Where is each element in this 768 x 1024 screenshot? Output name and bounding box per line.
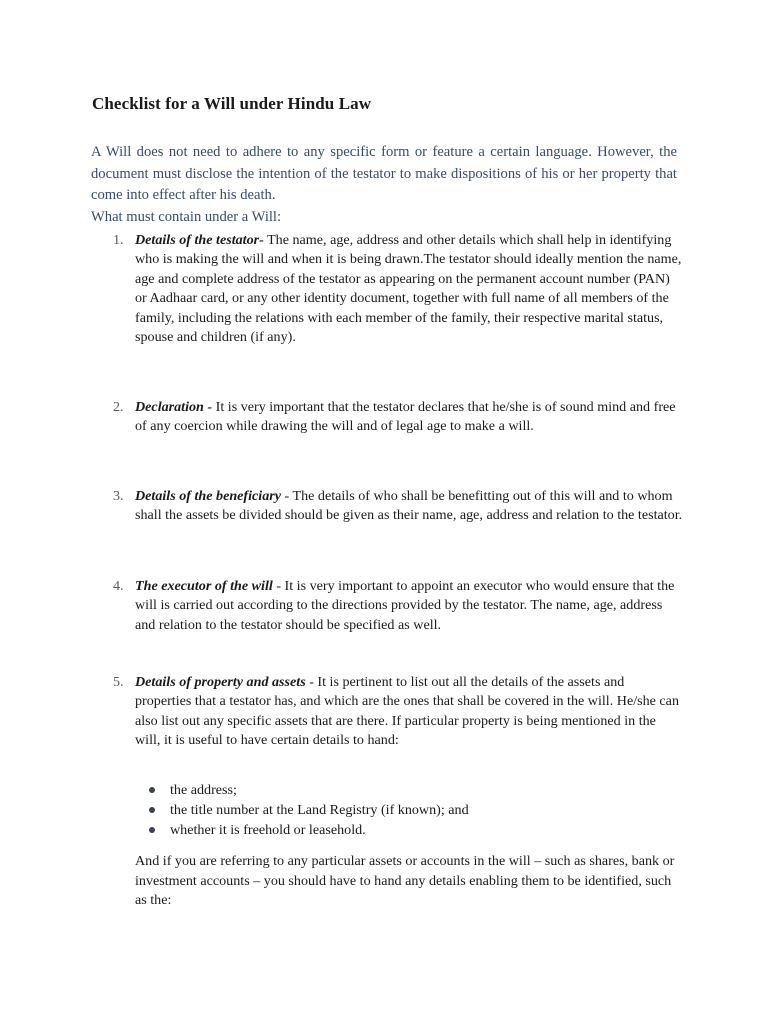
item-number: 2.	[113, 399, 124, 415]
closing-paragraph: And if you are referring to any particular assets or accounts in the will – such as shares, bank or investment accounts – you should have to hand any details enabling them to be identified, such as the:	[135, 853, 675, 909]
item-number: 3.	[113, 488, 124, 504]
intro-paragraph: A Will does not need to adhere to any specific form or feature a certain language. However, the document must disclose the intention of the testator to make dispositions of his or her property that come into effect after his death.	[91, 144, 677, 203]
item-body	[135, 673, 683, 751]
item-number: 5.	[113, 674, 124, 690]
list-item	[146, 780, 469, 800]
item-text: It is very important that the testator declares that he/she is of sound mind and free of any coercion while drawing the will and of legal age to make a will.	[135, 399, 676, 435]
checklist-item-testator	[113, 231, 683, 347]
item-term: The executor of the will	[135, 578, 273, 594]
checklist-item-executor	[113, 577, 683, 635]
checklist-item-beneficiary	[113, 487, 683, 526]
list-item-text: the address;	[170, 782, 237, 798]
checklist-item-declaration	[113, 398, 683, 437]
checklist-item-property	[113, 673, 683, 751]
bullet-icon	[149, 827, 155, 833]
item-body	[135, 231, 683, 347]
list-item-text: whether it is freehold or leasehold.	[170, 822, 366, 838]
list-item	[146, 820, 469, 840]
bullet-icon	[149, 787, 155, 793]
item-number: 1.	[113, 232, 124, 248]
item-text: - It is pertinent to list out all the details of the assets and properties that a testator has, and which are the ones that shall be covered in the will. He/she can also list out any specific assets that are there. If particular property is being mentioned in the will, it is useful to have certain details to hand:	[135, 674, 679, 749]
item-number: 4.	[113, 578, 124, 594]
document-title: Checklist for a Will under Hindu Law	[92, 94, 372, 113]
item-term: Details of the beneficiary	[135, 488, 281, 504]
item-body	[135, 487, 683, 526]
property-details-list	[146, 780, 469, 840]
item-text: - It is very important to appoint an executor who would ensure that the will is carried out according to the directions provided by the testator. The name, age, address and relation to the testator should be specified as well.	[135, 578, 675, 633]
item-term: Details of the testator-	[135, 232, 264, 248]
list-item	[146, 800, 469, 820]
list-item-text: the title number at the Land Registry (if known); and	[170, 802, 469, 818]
item-text: The name, age, address and other details which shall help in identifying who is making the will and when it is being drawn.The testator should ideally mention the name, age and complete address of the testator as appearing on the permanent account number (PAN) or Aadhaar card, or any other identity document, together with full name of all members of the family, including the relations with each member of the family, their respective marital status, spouse and children (if any).	[135, 232, 682, 346]
item-text: - The details of who shall be benefitting out of this will and to whom shall the assets be divided should be given as their name, age, address and relation to the testator.	[135, 488, 683, 524]
item-term: Declaration -	[135, 399, 213, 415]
item-body	[135, 577, 683, 635]
bullet-icon	[149, 807, 155, 813]
item-body	[135, 398, 683, 437]
intro-question: What must contain under a Will:	[91, 209, 282, 225]
item-term: Details of property and assets	[135, 674, 306, 690]
